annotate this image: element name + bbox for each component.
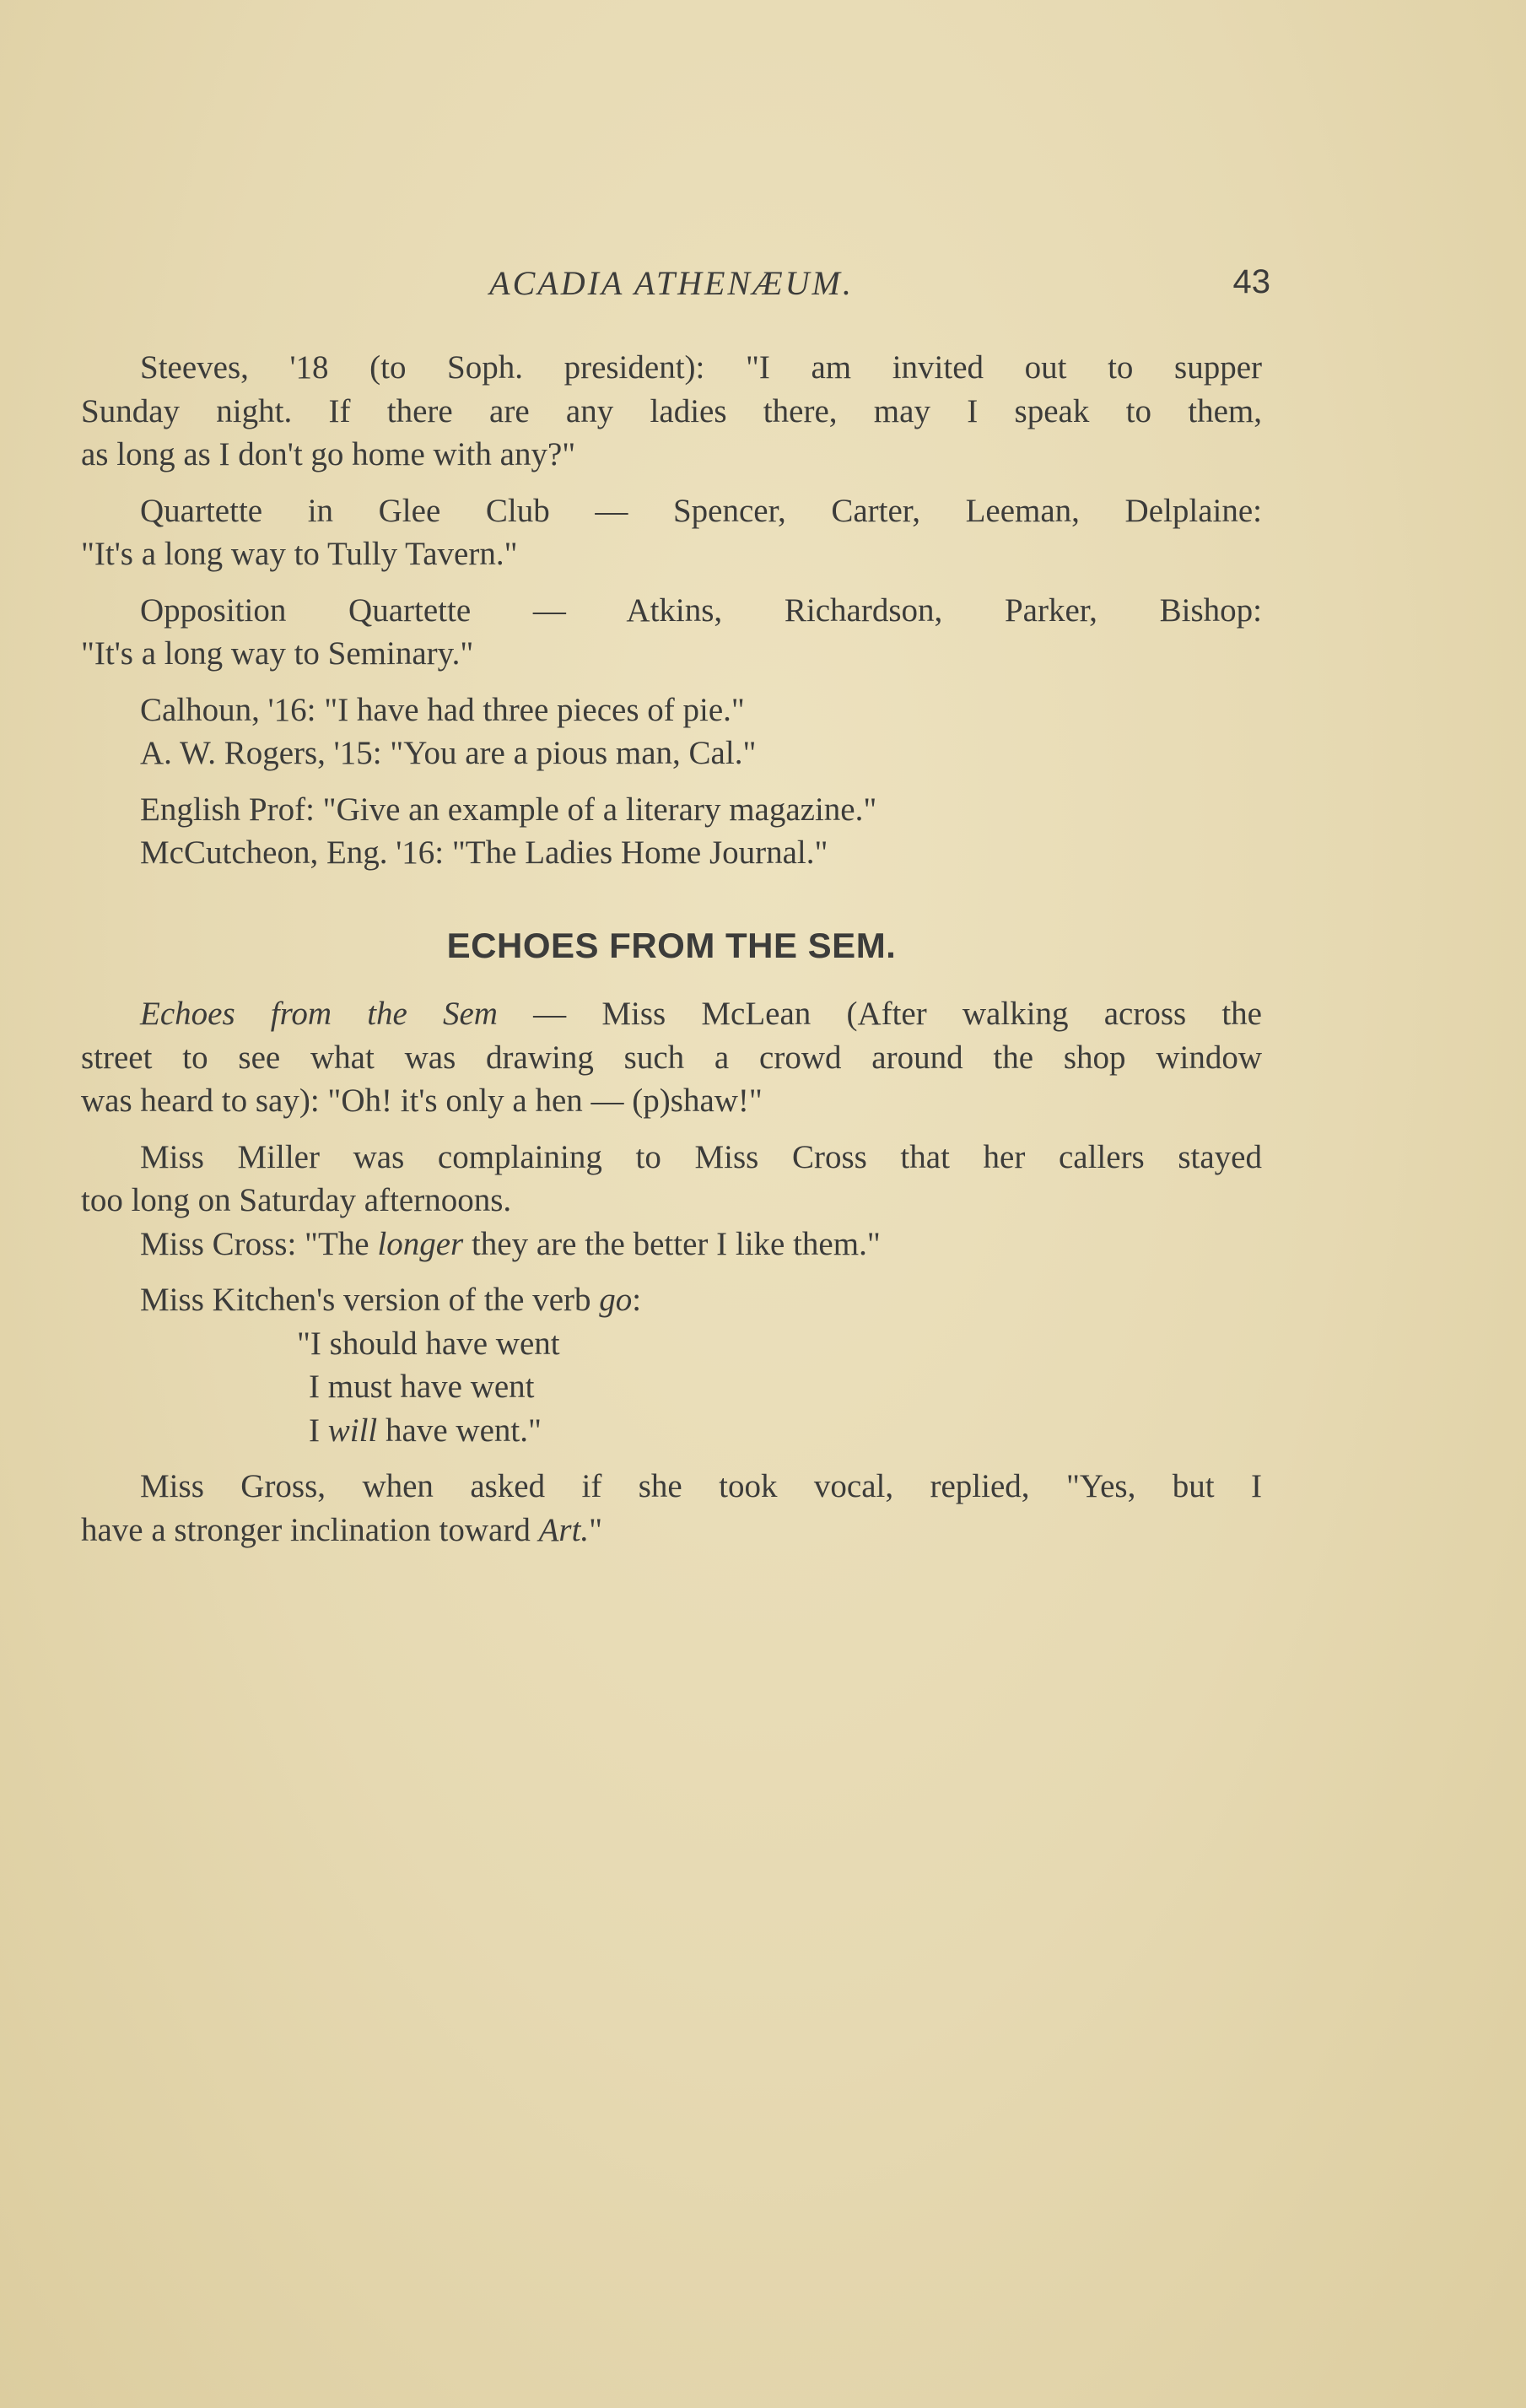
quote-calhoun — [81, 688, 1262, 732]
italic-word: Art. — [538, 1511, 590, 1548]
text-line: "It's a long way to Tully Tavern." — [81, 536, 518, 572]
echo-gross — [81, 1465, 1262, 1552]
text-line — [81, 1509, 1262, 1552]
page-number: 43 — [1232, 263, 1270, 300]
text-line: Steeves, '18 (to Soph. president): "I am invited out to supper — [140, 349, 1262, 386]
text-line — [81, 1278, 1262, 1322]
echo-cross — [81, 1223, 1262, 1266]
text-line: street to see what was drawing such a crowd around the shop window — [81, 1039, 1262, 1076]
text-line: Miss Miller was complaining to Miss Cross that her callers stayed — [140, 1138, 1262, 1175]
kitchen-verse — [81, 1322, 1262, 1453]
text-line: McCutcheon, Eng. '16: "The Ladies Home Journal." — [140, 834, 828, 871]
quote-mccutcheon — [81, 831, 1262, 875]
text-line: Sunday night. If there are any ladies there, may I speak to them, — [81, 392, 1262, 429]
echo-mclean — [81, 992, 1262, 1123]
verse-line: "I should have went — [297, 1325, 560, 1362]
text-line: "It's a long way to Seminary." — [81, 635, 474, 672]
text-line: was heard to say): "Oh! it's only a hen — (p)shaw!" — [81, 1083, 763, 1119]
quote-english-prof — [81, 788, 1262, 832]
text-line: as long as I don't go home with any?" — [81, 436, 576, 472]
text-run: I — [309, 1412, 328, 1449]
text-line: A. W. Rogers, '15: "You are a pious man, Cal." — [140, 735, 757, 771]
text-line: Miss Gross, when asked if she took vocal, replied, "Yes, but I — [140, 1468, 1262, 1504]
text-line: too long on Saturday afternoons. — [81, 1182, 512, 1218]
text-run: Miss Kitchen's version of the verb — [140, 1282, 600, 1318]
verse-line — [309, 1409, 1262, 1453]
echo-miller — [81, 1136, 1262, 1223]
text-run: : — [632, 1282, 642, 1318]
text-line: English Prof: "Give an example of a literary magazine." — [140, 791, 877, 828]
section-title: ECHOES FROM THE SEM. — [446, 925, 897, 965]
verse-line: I must have went — [309, 1369, 535, 1405]
quote-glee-club-quartette — [81, 489, 1262, 576]
italic-word: longer — [377, 1225, 464, 1262]
text-run: have a stronger inclination toward — [81, 1511, 539, 1548]
text-line: Quartette in Glee Club — Spencer, Carter, Leeman, Delplaine: — [140, 492, 1262, 529]
text-run: " — [589, 1511, 603, 1548]
quote-opposition-quartette — [81, 589, 1262, 676]
echo-kitchen-intro — [81, 1278, 1262, 1322]
quote-steeves — [81, 346, 1262, 477]
text-line: Opposition Quartette — Atkins, Richardson, Parker, Bishop: — [140, 591, 1262, 629]
text-line — [81, 992, 1262, 1036]
running-title: ACADIA ATHENÆUM. — [489, 264, 854, 302]
quote-rogers — [81, 732, 1262, 775]
text-run: — Miss McLean (After walking across the — [497, 996, 1262, 1032]
text-run: they are the better I like them." — [463, 1225, 881, 1262]
text-line — [81, 1223, 1262, 1266]
text-run: Miss Cross: "The — [140, 1225, 378, 1262]
body-text — [81, 346, 1262, 1564]
running-head — [81, 263, 1270, 314]
italic-lead: Echoes from the Sem — [140, 996, 498, 1032]
italic-word: go — [599, 1282, 633, 1318]
text-line: Calhoun, '16: "I have had three pieces of pie." — [140, 691, 745, 728]
italic-word: will — [327, 1412, 378, 1449]
text-run: have went." — [377, 1412, 542, 1449]
